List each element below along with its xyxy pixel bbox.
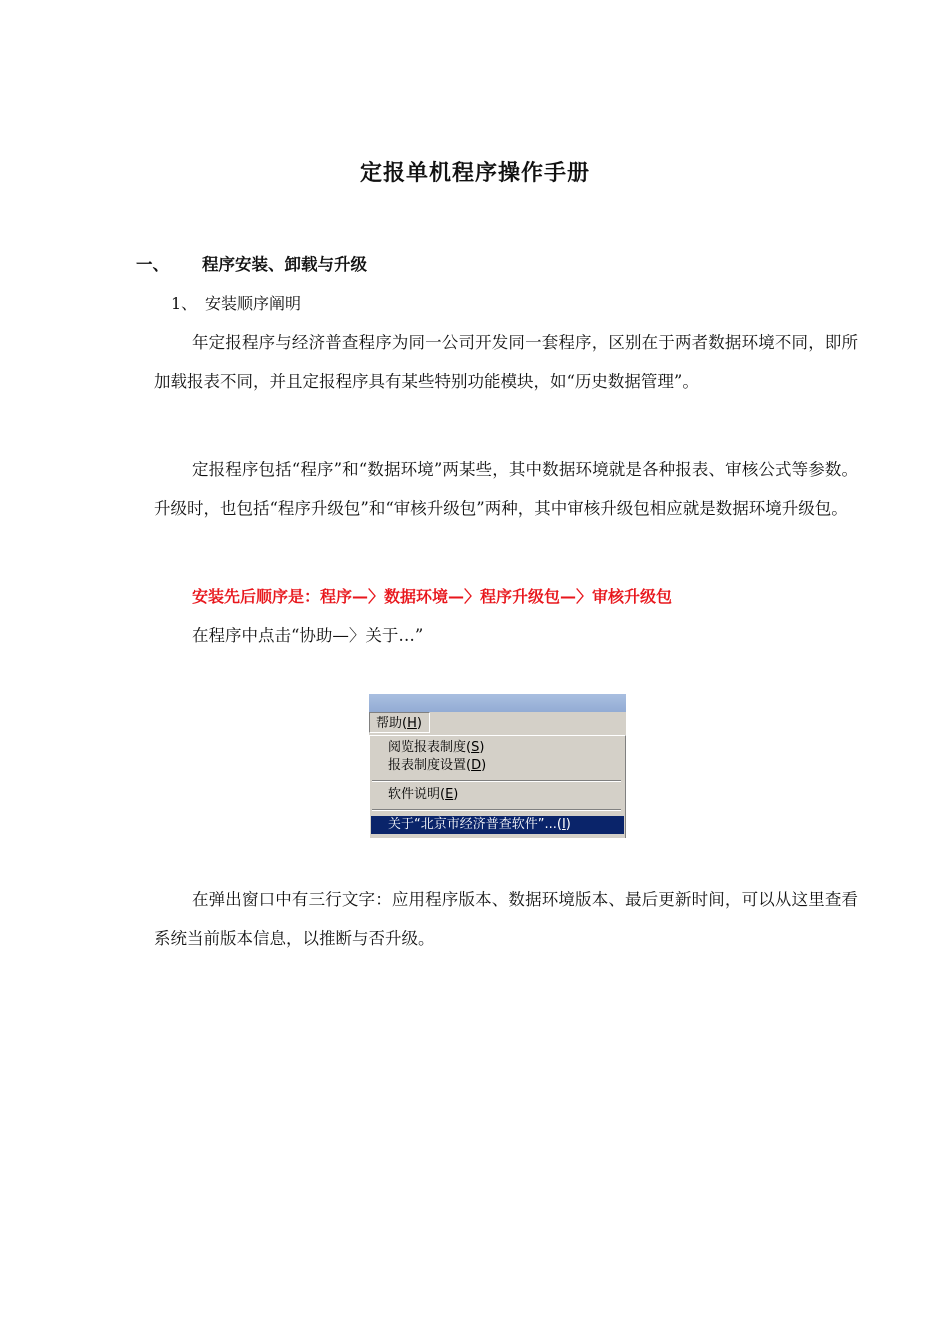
menu-item-label: 报表制度设置( <box>388 758 472 773</box>
menu-bar <box>369 712 626 734</box>
paragraph-3: 在弹出窗口中有三行文字：应用程序版本、数据环境版本、最后更新时间，可以从这里查看系统当前版本信息，以推断与否升级。 <box>154 890 858 948</box>
dropdown-menu <box>369 735 626 838</box>
menu-help-label: 帮助( <box>376 716 408 731</box>
menu-item-key: I <box>561 817 566 832</box>
subsection-number: 1、 <box>171 294 198 313</box>
menu-item-key: D <box>471 758 482 773</box>
menu-item-label: 阅览报表制度( <box>388 740 472 755</box>
section-number: 一、 <box>136 255 169 274</box>
menu-help-key: H <box>407 716 417 731</box>
menu-item-key: S <box>471 740 480 755</box>
section-heading-text: 程序安装、卸载与升级 <box>202 255 367 274</box>
menu-item-key: E <box>445 787 454 802</box>
menu-item-report-system-settings[interactable]: 报表制度设置(D) <box>388 758 487 773</box>
menu-separator <box>372 780 621 782</box>
menu-screenshot <box>369 694 626 838</box>
subsection-heading <box>171 291 301 314</box>
install-order-highlight: 安装先后顺序是：程序—〉数据环境—〉程序升级包—〉审核升级包 <box>192 587 673 606</box>
menu-item-label: 软件说明( <box>388 787 446 802</box>
menu-help[interactable]: 帮助(H) <box>369 712 430 733</box>
section-heading <box>136 251 367 275</box>
menu-separator <box>372 809 621 811</box>
paragraph-2: 定报程序包括“程序”和“数据环境”两某些，其中数据环境就是各种报表、审核公式等参数。升级时，也包括“程序升级包”和“审核升级包”两种，其中审核升级包相应就是数据环境升级包。 <box>154 460 858 518</box>
subsection-heading-text: 安装顺序阐明 <box>205 294 302 313</box>
menu-item-browse-report-system[interactable]: 阅览报表制度(S) <box>388 740 485 755</box>
click-instruction: 在程序中点击“协助—〉关于…” <box>192 626 424 645</box>
menu-item-label: 关于“北京市经济普查软件”...( <box>388 817 562 832</box>
menu-item-about[interactable]: 关于“北京市经济普查软件”...(I) <box>371 816 624 834</box>
paragraph-1: 年定报程序与经济普查程序为同一公司开发同一套程序，区别在于两者数据环境不同，即所加载报表不同，并且定报程序具有某些特别功能模块，如“历史数据管理”。 <box>154 333 858 391</box>
page-title: 定报单机程序操作手册 <box>359 161 590 186</box>
menu-item-software-guide[interactable]: 软件说明(E) <box>388 787 459 802</box>
